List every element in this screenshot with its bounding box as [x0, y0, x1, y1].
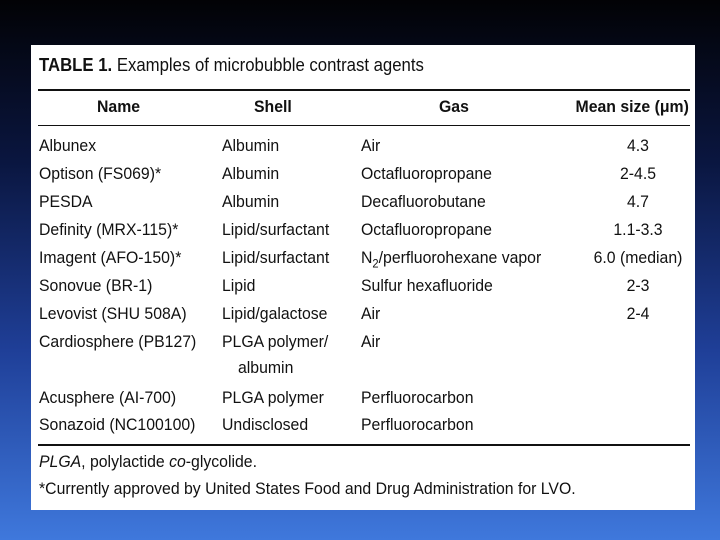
cell-name: Imagent (AFO-150)*: [39, 248, 182, 267]
cell-gas: Air: [361, 136, 381, 155]
footnote-def-end: -glycolide.: [185, 452, 257, 471]
table-panel: [31, 45, 695, 510]
cell-gas: Octafluoropropane: [361, 164, 492, 183]
cell-shell: Undisclosed: [222, 415, 309, 434]
cell-name: Definity (MRX-115)*: [39, 220, 179, 239]
cell-name: Optison (FS069)*: [39, 164, 162, 183]
header-rule: [38, 125, 690, 126]
cell-gas: [361, 248, 541, 270]
header-name: Name: [97, 97, 141, 116]
cell-name: Cardiosphere (PB127): [39, 332, 197, 351]
cell-gas: Air: [361, 332, 381, 351]
gas-subscript: 2: [372, 256, 379, 271]
table-caption: Examples of microbubble contrast agents: [116, 55, 424, 75]
cell-shell: Lipid/surfactant: [222, 248, 330, 267]
cell-shell: Albumin: [222, 192, 280, 211]
cell-gas: Sulfur hexafluoride: [361, 276, 493, 295]
cell-name: Acusphere (AI-700): [39, 388, 177, 407]
cell-size: 1.1-3.3: [613, 220, 663, 239]
cell-name: Sonazoid (NC100100): [39, 415, 196, 434]
header-gas: Gas: [439, 97, 469, 116]
cell-shell: PLGA polymer/: [222, 332, 329, 351]
cell-size: 2-4.5: [619, 164, 657, 183]
cell-size: 4.3: [626, 136, 649, 155]
cell-size: 6.0 (median): [593, 248, 683, 267]
cell-shell-continued: albumin: [238, 358, 294, 377]
bottom-rule: [38, 444, 690, 446]
cell-size: 2-4: [626, 304, 650, 323]
footnote-def-start: , polylactide: [81, 452, 170, 471]
cell-shell: Albumin: [222, 164, 280, 183]
cell-size: 2-3: [626, 276, 650, 295]
cell-name: Levovist (SHU 508A): [39, 304, 187, 323]
cell-gas: Decafluorobutane: [361, 192, 486, 211]
gas-n: N: [361, 248, 373, 267]
cell-name: Sonovue (BR-1): [39, 276, 153, 295]
cell-shell: Lipid: [222, 276, 256, 295]
cell-shell: Albumin: [222, 136, 280, 155]
cell-name: PESDA: [39, 192, 93, 211]
cell-shell: Lipid/galactose: [222, 304, 328, 323]
footnote-abbreviation: [39, 452, 257, 472]
cell-shell: Lipid/surfactant: [222, 220, 330, 239]
gas-rest: /perfluorohexane vapor: [378, 248, 542, 267]
cell-gas: Perfluorocarbon: [361, 388, 474, 407]
table-number: TABLE 1.: [39, 55, 113, 75]
footnote-def-italic: co: [169, 452, 186, 471]
cell-size: 4.7: [626, 192, 649, 211]
cell-shell: PLGA polymer: [222, 388, 324, 407]
cell-gas: Perfluorocarbon: [361, 415, 474, 434]
top-rule: [38, 89, 690, 91]
header-shell: Shell: [254, 97, 292, 116]
cell-name: Albunex: [39, 136, 97, 155]
footnote-approval: *Currently approved by United States Food and Drug Administration for LVO.: [39, 479, 576, 498]
cell-gas: Octafluoropropane: [361, 220, 492, 239]
header-mean-size: Mean size (μm): [575, 97, 689, 116]
footnote-term: PLGA: [39, 452, 82, 471]
table-title: [39, 55, 424, 76]
cell-gas: Air: [361, 304, 381, 323]
